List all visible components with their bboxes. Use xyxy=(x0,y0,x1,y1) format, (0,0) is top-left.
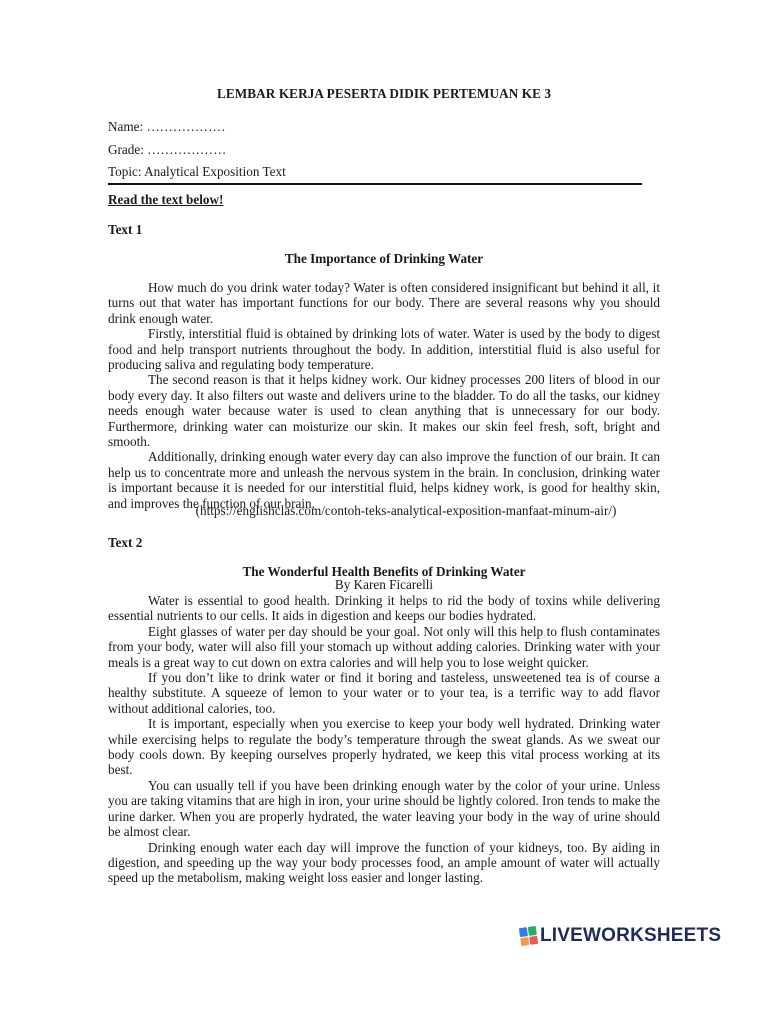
grade-field: Grade: ……………… xyxy=(108,142,227,157)
topic-field: Topic: Analytical Exposition Text xyxy=(108,164,286,179)
text2-paragraph: You can usually tell if you have been drinking enough water by the color of your urine. Unless you are taking vitamins that are high in iron, your urine should be lightly colored. Iron tends to make the urine darker. When you are properly hydrated, the water leaving your body in the way of urine should be almost clear. xyxy=(108,777,660,840)
text1-paragraph: The second reason is that it helps kidney work. Our kidney processes 200 liters of blood in our body every day. It also filters out waste and delivers urine to the bladder. To do all the tasks, our kidney needs enough water because water is used to clean anything that is unnecessary for our body. Furthermore, drinking water can moisturize our skin. It makes our skin feel fresh, soft, bright and smooth. xyxy=(108,372,660,450)
logo-tile xyxy=(520,937,529,947)
text2-paragraph: If you don’t like to drink water or find it boring and tasteless, unsweetened tea is of course a healthy substitute. A squeeze of lemon to your water or to your tea, is a terrific way to add flavor without additional calories, too. xyxy=(108,670,660,716)
logo-tile xyxy=(528,926,537,936)
text1-paragraph: How much do you drink water today? Water is often considered insignificant but behind it all, it turns out that water has important functions for our body. There are several reasons why you should drink enough water. xyxy=(108,280,660,326)
text1-paragraph: Additionally, drinking enough water every day can also improve the function of our brain. It can help us to concentrate more and unleash the nervous system in the brain. In conclusion, drinking water is important because it is needed for our interstitial fluid, helps kidney work, is good for healthy skin, and improves the function of our brain. xyxy=(108,449,660,511)
name-field: Name: ……………… xyxy=(108,119,226,134)
text2-byline: By Karen Ficarelli xyxy=(334,577,434,592)
text2-paragraph: Drinking enough water each day will improve the function of your kidneys, too. By aiding in digestion, and speeding up the way your body processes food, an ample amount of water will actually speed up the metabolism, making weight loss easier and longer lasting. xyxy=(108,839,660,886)
text2-paragraph: Water is essential to good health. Drinking it helps to rid the body of toxins while delivering essential nutrients to our cells. It aids in digestion and keeps our bodies hydrated. xyxy=(108,593,660,624)
text1-paragraph: Firstly, interstitial fluid is obtained by drinking lots of water. Water is used by the body to digest food and help transport nutrients throughout the body. In addition, interstitial fluid is also useful for producing saliva and regulating body temperature. xyxy=(108,326,660,373)
logo-tile xyxy=(519,927,528,937)
liveworksheets-logo-icon xyxy=(519,926,538,946)
liveworksheets-brand[interactable] xyxy=(520,924,721,948)
text2-title: The Wonderful Health Benefits of Drinking Water xyxy=(242,564,526,579)
brand-name: LIVEWORKSHEETS xyxy=(540,925,722,946)
text2-paragraph: Eight glasses of water per day should be your goal. Not only will this help to flush contaminates from your body, water will also fill your stomach up without adding calories. Drinking water with your meals is a great way to cut down on extra calories and will help you to lose weight quicker. xyxy=(108,623,660,670)
header-divider xyxy=(108,183,642,185)
logo-tile xyxy=(529,935,538,945)
instruction-text: Read the text below! xyxy=(108,192,224,207)
text2-paragraph: It is important, especially when you exercise to keep your body well hydrated. Drinking water while exercising helps to regulate the body’s temperature through the sweat glands. As we sweat our body cools down. By keeping ourselves properly hydrated, we keep this vital process working at its best. xyxy=(108,716,660,778)
worksheet-title: LEMBAR KERJA PESERTA DIDIK PERTEMUAN KE 3 xyxy=(216,86,552,101)
text2-label: Text 2 xyxy=(108,535,143,550)
text1-body xyxy=(108,280,660,511)
text2-body xyxy=(108,593,660,886)
text1-source: (https://englishclas.com/contoh-teks-analytical-exposition-manfaat-minum-air/) xyxy=(195,503,617,518)
text1-label: Text 1 xyxy=(108,222,143,237)
text1-title: The Importance of Drinking Water xyxy=(284,251,484,266)
